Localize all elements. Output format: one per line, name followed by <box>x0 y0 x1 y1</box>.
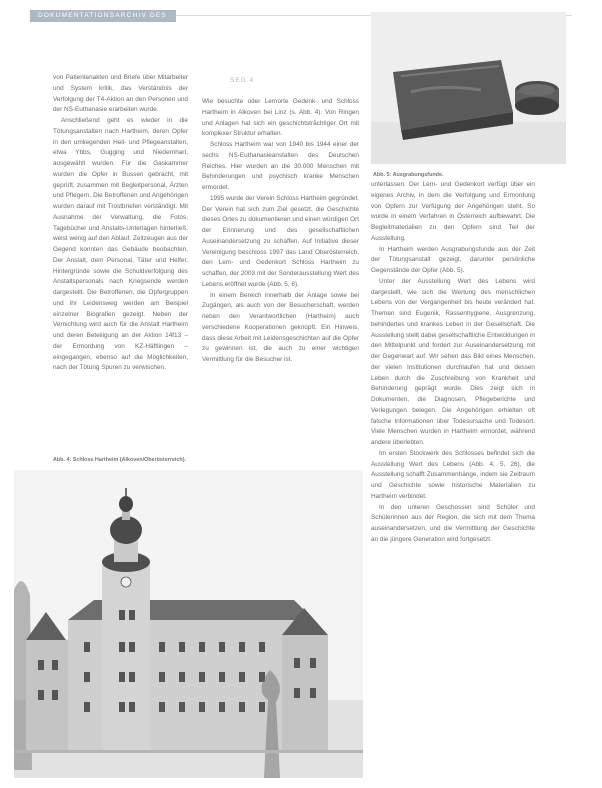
paragraph: Wie besuchte oder Lernorte Gedenk- und Schloss Hartheim in Alkoven bei Linz (s. Abb. 4). Von Ringen und Anlagen hat sich ein geschichtsträchtiger Ort mit komplexer Struktur erhalten. <box>202 98 359 138</box>
section-header-label: DOKUMENTATIONSARCHIV DES <box>38 12 167 19</box>
paragraph: Schloss Hartheim war von 1940 bis 1944 einer der sechs NS-Euthanasieanstalten des Deutschen Reiches. Hier wurden an die 30.000 Menschen mit Behinderungen und psychisch kranke Menschen ermordet. <box>202 141 359 191</box>
castle-photo <box>14 470 363 778</box>
text-column-2 <box>202 97 359 366</box>
castle-illustration <box>14 470 363 778</box>
paragraph: 1995 wurde der Verein Schloss Hartheim gegründet. Der Verein hat sich zum Ziel gesetzt, die Geschichte dieses Ortes zu dokumentieren und einen würdigen Ort der Erinnerung und des gesellschaftlichen Auseinandersetzung zu schaffen. Auf Initiative dieser Vereinigung beschloss 1997 das Land Oberösterreich, den Lern- und Gedenkort Schloss Hartheim zu schaffen, der 2003 mit der Sonderausstellung Wert des Lebens eröffnet wurde (Abb. 5, 6). <box>202 194 359 288</box>
section-mark: SEG 4 <box>230 77 255 84</box>
text-column-3 <box>371 180 535 546</box>
paragraph: Anschließend geht es wieder in die Tötungsanstalten nach Hartheim, deren Opfer in den umliegenden Heil- und Pflegeanstalten, etwa Ybbs, Gugging und Niedernhart, ausgewählt wurden. Für die Gaskammer wurden die Opfer in Bussen gebracht, mit geprüft, zusammen mit Begleitpersonal, Ärzten und Pflegern. Die Betroffenen und Angehörigen wurden darauf mit Trostbriefen verständigt. Mit Ausnahme der Verwaltung, die Fotos, Tagebücher und Anstalts-Unterlagen hinterließ, weist wenig auf den Ablauf. Zeitzeugen aus der Gegend konnten das Gebäude beobachten. Der Anstalt, dem Personal, Täter und Helfer, Hintergründe sowie die Schuldverfolgung des Anstaltspersonals nach Kriegsende werden dargestellt. Die Betroffenen, die Opfergruppen und ihr Leidensweg werden am Beispiel einzelner Biografien gezeigt. Neben der Vernichtung wird auch für die Anstalt Hartheim und deren Beteiligung an der Aktion 14f13 – der Ermordung von KZ-Häftlingen – eingegangen, ebenso auf die Möglichkeiten, nach der Tötung Spuren zu verwischen. <box>53 117 188 372</box>
paragraph: von Patientenakten und Briefe über Mitarbeiter und System kritik, das Verständnis der Verfolgung der T4-Aktion an den Personen und der NS-Euthanasie erarbeiten wurde. <box>53 74 188 114</box>
objects-illustration <box>371 12 566 164</box>
paragraph: In einem Bereich innerhalb der Anlage sowie bei Zugängen, als auch von der Besucherschaft, werden neben den Verantwortlichen (Hartheim) auch verschiedene Kooperationen geknüpft. Ein Hinweis, dass diese Arbeit mit Leidensgeschichten auf die Opfer zu gewinnen ist, die auch zu einer wichtigen Vermittlung für die Besucher ist. <box>202 291 359 363</box>
paragraph: unterlassen. Der Lern- und Gedenkort verfügt über ein eigenes Archiv, in dem die Verfolgung und Ermordung von Opfern zur Verfügung der Angehörigen steht. So wurde in einem Verfahren in Österreich aufbewahrt. Die Begleitmaterialien zu den Opfern sind Teil der Ausstellung. <box>371 181 535 242</box>
paragraph: In Hartheim werden Ausgrabungsfunde aus der Zeit der Tötungsanstalt gezeigt, darunter persönliche Gegenstände der Opfer (Abb. 5). <box>371 245 535 274</box>
section-header-bar <box>30 10 176 22</box>
paragraph: Unter der Ausstellung Wert des Lebens wird dargestellt, wie sich die Wertung des menschlichen Lebens von der Vergangenheit bis heute verändert hat. Themen sind Eugenik, Rassenhygiene, Ausgrenzung, behindertes und krankes Leben in der Gesellschaft. Die Ausstellung stellt dabei gesellschaftliche Entwicklungen in den Mittelpunkt und fordert zur Auseinandersetzung mit der Gegenwart auf. Wir sehen das Bild eines Menschen, der vielen Institutionen durchlaufen hat und dessen Leben durch die Zuschreibung von Krankheit und Behinderung geprägt wurde. Dies zeigt sich in Dokumenten, die Diagnosen, Pflegeberichte und Verlegungen belegen. Die Angehörigen erhielten oft falsche Informationen über Todesursache und Todesort. Viele Menschen wurden in Hartheim ermordet, während andere überlebten. <box>371 277 535 446</box>
objects-photo <box>371 12 566 164</box>
caption-castle-photo: Abb. 4: Schloss Hartheim (Alkoven/Oberösterreich). <box>53 457 187 463</box>
text-column-1 <box>53 73 188 374</box>
caption-objects-photo: Abb. 5: Ausgrabungsfunde. <box>373 172 444 178</box>
paragraph: Im ersten Stockwerk des Schlosses befindet sich die Ausstellung Wert des Lebens (Abb. 4, 5, 26), die Ausstellung schafft Zusammenhänge, indem sie Zeitraum und Geschichte sowie historische Materialien zu Hartheim verbindet. <box>371 449 535 500</box>
paragraph: In den unteren Geschossen sind Schüler und Schülerinnen aus der Region, die sich mit dem Thema auseinandersetzen, und die Vermittlung der Geschichte an die jüngere Generation wird fortgesetzt. <box>371 503 535 543</box>
